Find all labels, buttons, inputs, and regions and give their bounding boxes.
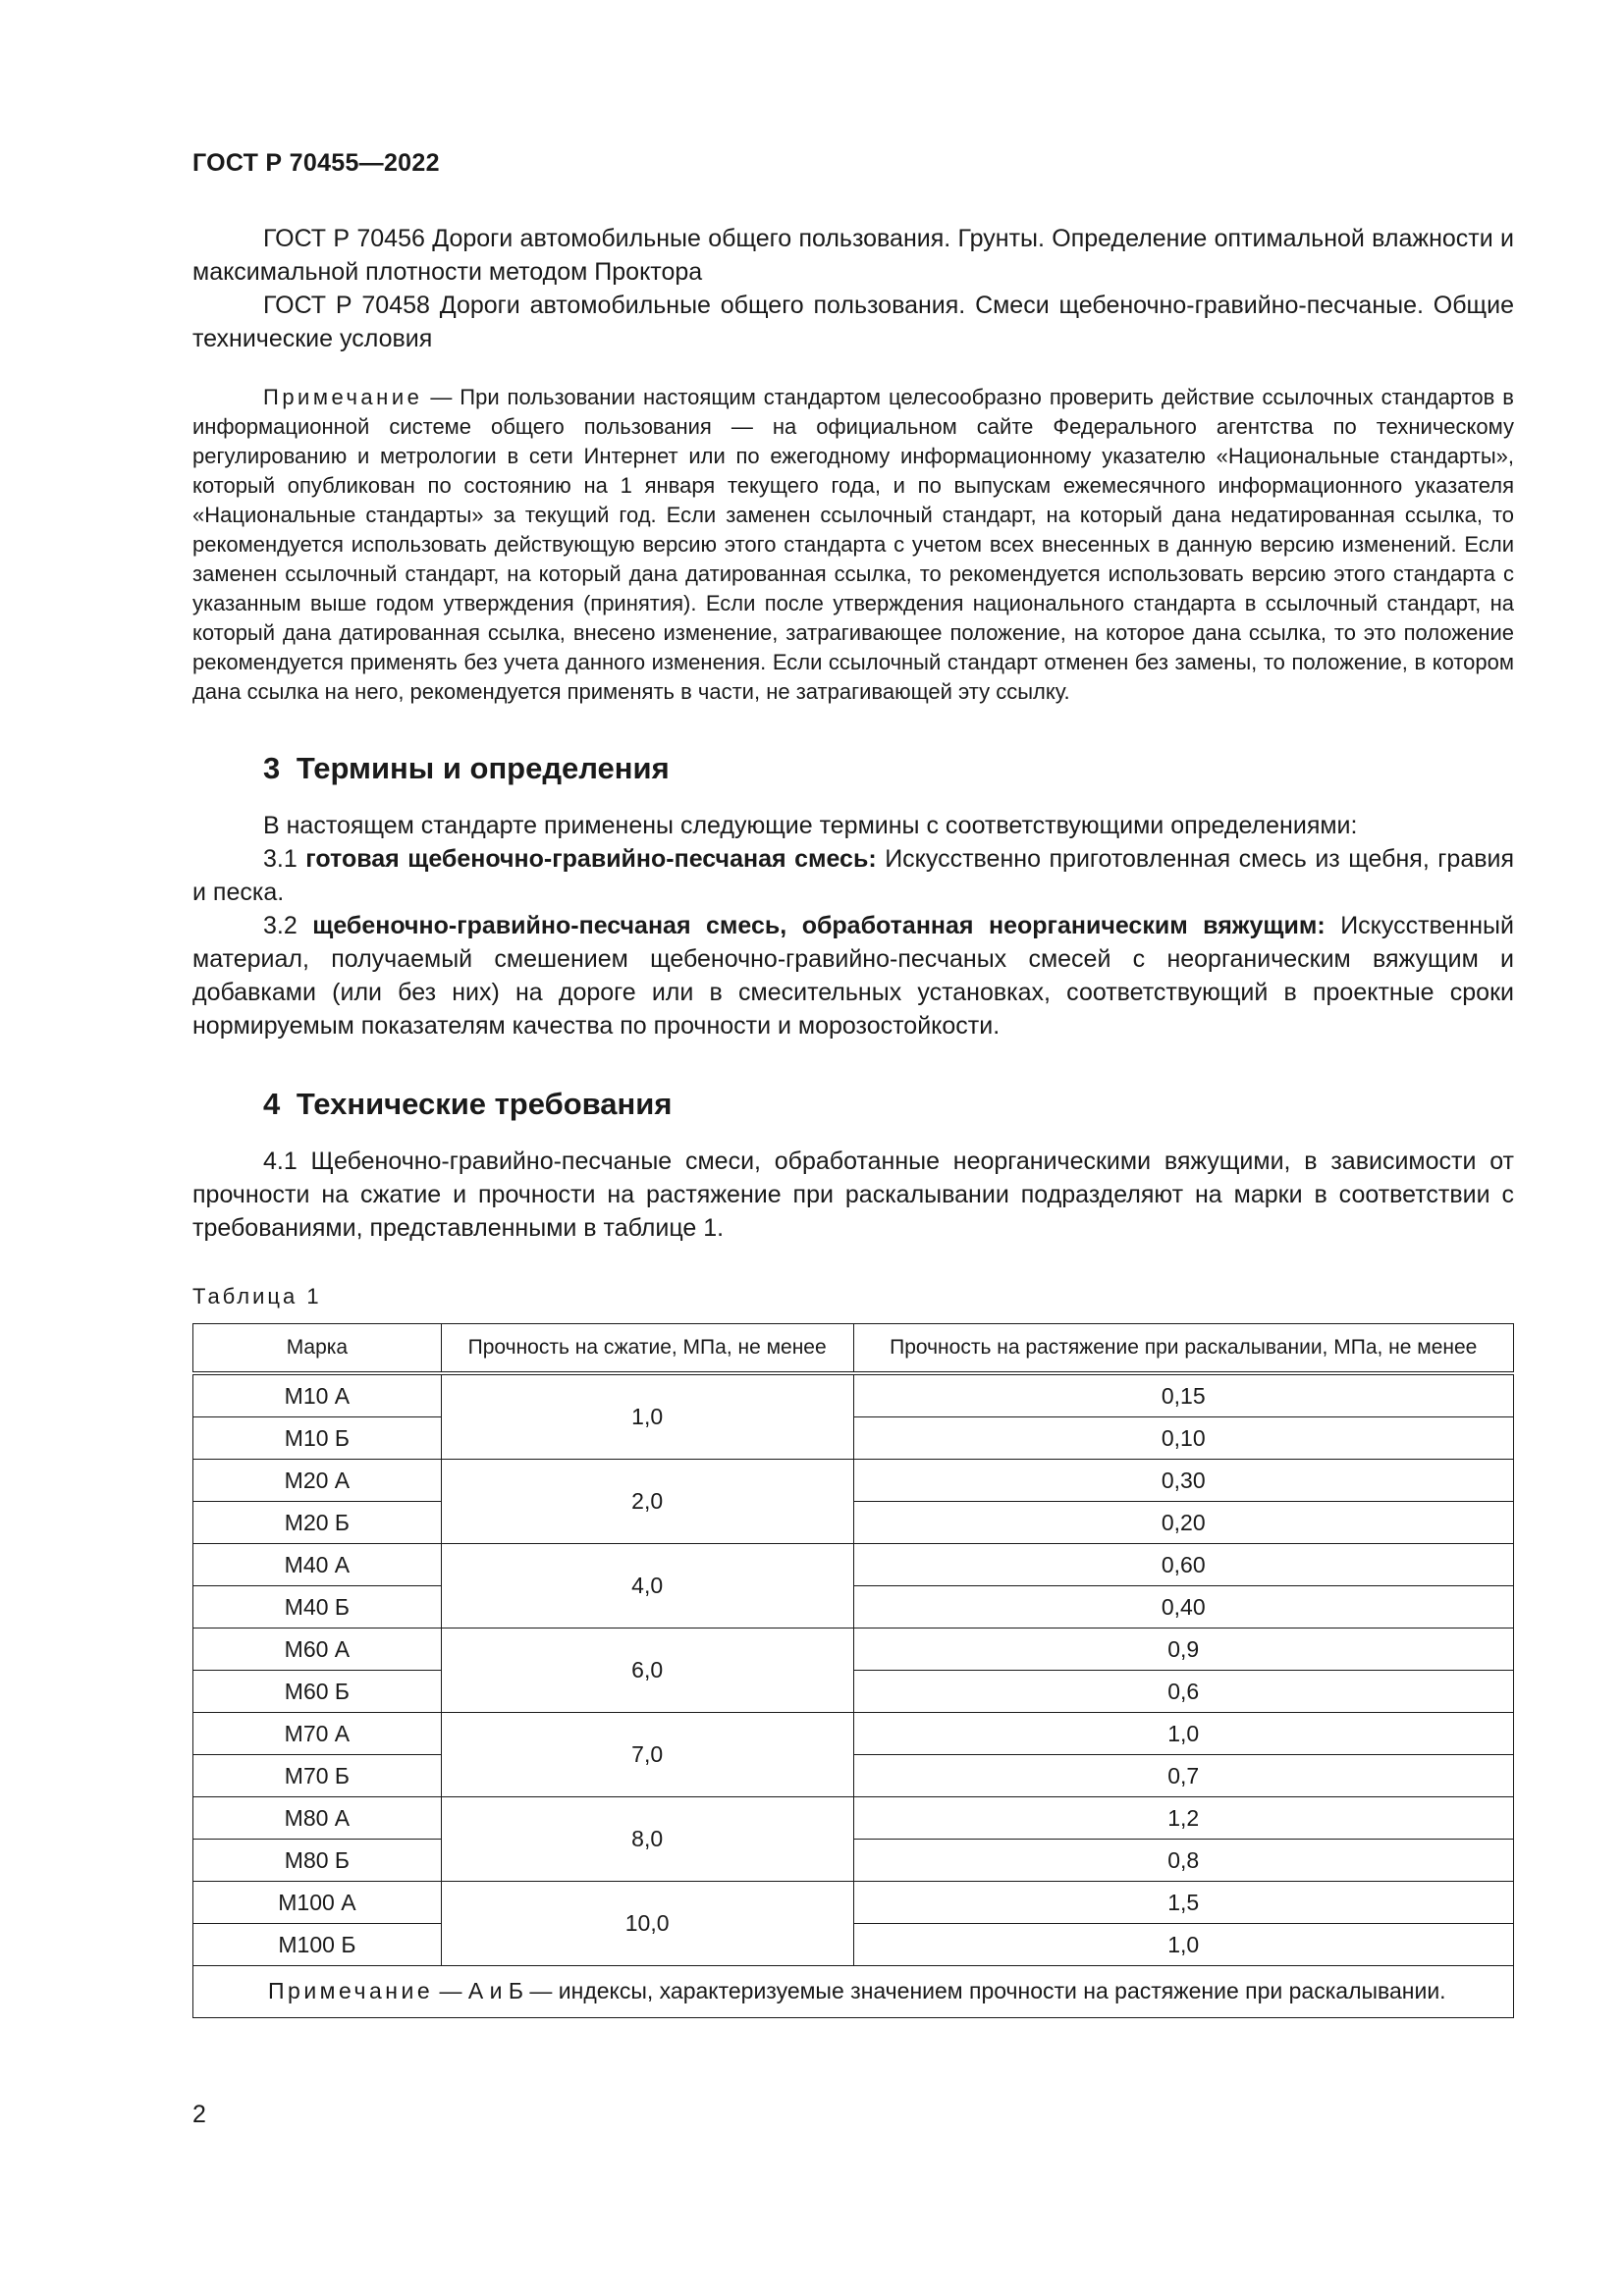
grade-cell: М100 А bbox=[193, 1882, 442, 1924]
tension-cell: 0,9 bbox=[853, 1629, 1514, 1671]
tension-cell: 0,6 bbox=[853, 1671, 1514, 1713]
section-number: 3 bbox=[263, 751, 281, 785]
compression-cell: 8,0 bbox=[441, 1797, 853, 1882]
table-row bbox=[193, 1882, 1514, 1924]
term-definition bbox=[192, 842, 1514, 909]
tension-cell: 0,7 bbox=[853, 1755, 1514, 1797]
table-row bbox=[193, 1373, 1514, 1417]
reference-code: ГОСТ Р 70456 bbox=[263, 225, 425, 252]
grade-cell: М60 А bbox=[193, 1629, 442, 1671]
grade-cell: М20 А bbox=[193, 1460, 442, 1502]
table-row bbox=[193, 1840, 1514, 1882]
table-note-text: — А и Б — индексы, характеризуемые значением прочности на растяжение при раскалывании. bbox=[439, 1978, 1446, 2003]
tension-cell: 0,60 bbox=[853, 1544, 1514, 1586]
table-row bbox=[193, 1797, 1514, 1840]
table-row bbox=[193, 1544, 1514, 1586]
term-number: 3.2 bbox=[263, 912, 298, 939]
reference-item bbox=[192, 289, 1514, 355]
table-caption: Таблица 1 bbox=[192, 1284, 322, 1308]
grade-cell: М10 Б bbox=[193, 1417, 442, 1460]
column-header-compression: Прочность на сжатие, МПа, не менее bbox=[441, 1324, 853, 1374]
table-row bbox=[193, 1460, 1514, 1502]
page-content bbox=[192, 222, 1514, 2018]
note-text: — При пользовании настоящим стандартом целесообразно проверить действие ссылочных стандартов в информационной системе общего пользования — на официальном сайте Федерального агентства по техническому регулированию и метрологии в сети Интернет или по ежегодному информационному указателю «Национальные стандарты», который опубликован по состоянию на 1 января текущего года, и по выпускам ежемесячного информационного указателя «Национальные стандарты» за текущий год. Если заменен ссылочный стандарт, на который дана недатированная ссылка, то рекомендуется использовать действующую версию этого стандарта с учетом всех внесенных в данную версию изменений. Если заменен ссылочный стандарт, на который дана датированная ссылка, то рекомендуется использовать версию этого стандарта с указанным выше годом утверждения (принятия). Если после утверждения национального стандарта в ссылочный стандарт, на который дана датированная ссылка, внесено изменение, затрагивающее положение, на которое дана ссылка, то это положение рекомендуется применять без учета данного изменения. Если ссылочный стандарт отменен без замены, то положение, в котором дана ссылка на него, рекомендуется применять в части, не затрагивающей эту ссылку. bbox=[192, 385, 1514, 704]
reference-item bbox=[192, 222, 1514, 289]
grade-cell: М70 А bbox=[193, 1713, 442, 1755]
tension-cell: 0,8 bbox=[853, 1840, 1514, 1882]
grade-cell: М20 Б bbox=[193, 1502, 442, 1544]
section-3-intro: В настоящем стандарте применены следующие термины с соответствующими определениями: bbox=[263, 812, 1358, 839]
grade-cell: М80 Б bbox=[193, 1840, 442, 1882]
table-note-row bbox=[193, 1966, 1514, 2018]
grade-cell: М60 Б bbox=[193, 1671, 442, 1713]
compression-cell: 6,0 bbox=[441, 1629, 853, 1713]
table-row bbox=[193, 1417, 1514, 1460]
term-name: щебеночно-гравийно-песчаная смесь, обработанная неорганическим вяжущим: bbox=[312, 912, 1326, 939]
paragraph-4-1: 4.1 Щебеночно-гравийно-песчаные смеси, обработанные неорганическими вяжущими, в зависимости от прочности на сжатие и прочности на растяжение при раскалывании подразделяют на марки в соответствии с требованиями, представленными в таблице 1. bbox=[192, 1148, 1514, 1242]
table-row bbox=[193, 1629, 1514, 1671]
grades-table bbox=[192, 1323, 1514, 2018]
table-row bbox=[193, 1671, 1514, 1713]
grade-cell: М40 Б bbox=[193, 1586, 442, 1629]
term-text: Искусственно приготовленная смесь из щебня, гравия и песка. bbox=[192, 845, 1515, 906]
tension-cell: 1,0 bbox=[853, 1924, 1514, 1966]
table-body bbox=[193, 1373, 1514, 1966]
references-note bbox=[192, 383, 1514, 707]
section-3-heading bbox=[263, 750, 1514, 787]
term-number: 3.1 bbox=[263, 845, 298, 873]
table-note-label: Примечание bbox=[268, 1978, 434, 2003]
tension-cell: 0,30 bbox=[853, 1460, 1514, 1502]
table-header-row bbox=[193, 1324, 1514, 1374]
grade-cell: М80 А bbox=[193, 1797, 442, 1840]
table-row bbox=[193, 1586, 1514, 1629]
section-title: Термины и определения bbox=[296, 751, 670, 785]
tension-cell: 1,0 bbox=[853, 1713, 1514, 1755]
tension-cell: 0,10 bbox=[853, 1417, 1514, 1460]
table-row bbox=[193, 1924, 1514, 1966]
reference-text: Дороги автомобильные общего пользования. Грунты. Определение оптимальной влажности и максимальной плотности методом Проктора bbox=[192, 225, 1515, 286]
compression-cell: 1,0 bbox=[441, 1373, 853, 1460]
term-name: готовая щебеночно-гравийно-песчаная смесь: bbox=[305, 845, 877, 873]
column-header-grade: Марка bbox=[193, 1324, 442, 1374]
section-title: Технические требования bbox=[296, 1087, 673, 1121]
grade-cell: М70 Б bbox=[193, 1755, 442, 1797]
grade-cell: М100 Б bbox=[193, 1924, 442, 1966]
grade-cell: М10 А bbox=[193, 1373, 442, 1417]
grade-cell: М40 А bbox=[193, 1544, 442, 1586]
compression-cell: 2,0 bbox=[441, 1460, 853, 1544]
section-4-heading bbox=[263, 1086, 1514, 1123]
tension-cell: 1,5 bbox=[853, 1882, 1514, 1924]
reference-code: ГОСТ Р 70458 bbox=[263, 292, 430, 319]
tension-cell: 0,15 bbox=[853, 1373, 1514, 1417]
note-label: Примечание bbox=[263, 385, 423, 409]
table-row bbox=[193, 1502, 1514, 1544]
table-row bbox=[193, 1713, 1514, 1755]
table-row bbox=[193, 1755, 1514, 1797]
page-number: 2 bbox=[192, 2101, 206, 2128]
tension-cell: 0,40 bbox=[853, 1586, 1514, 1629]
term-text: Искусственный материал, получаемый смешением щебеночно-гравийно-песчаных смесей с неорганическим вяжущим и добавками (или без них) на дороге или в смесительных установках, соответствующий в проектные сроки нормируемым показателям качества по прочности и морозостойкости. bbox=[192, 912, 1514, 1040]
document-header: ГОСТ Р 70455—2022 bbox=[192, 149, 440, 177]
compression-cell: 10,0 bbox=[441, 1882, 853, 1966]
compression-cell: 7,0 bbox=[441, 1713, 853, 1797]
tension-cell: 1,2 bbox=[853, 1797, 1514, 1840]
section-number: 4 bbox=[263, 1087, 281, 1121]
term-definition bbox=[192, 909, 1514, 1042]
tension-cell: 0,20 bbox=[853, 1502, 1514, 1544]
table-note bbox=[193, 1966, 1514, 2018]
compression-cell: 4,0 bbox=[441, 1544, 853, 1629]
reference-text: Дороги автомобильные общего пользования. Смеси щебеночно-гравийно-песчаные. Общие технические условия bbox=[192, 292, 1514, 352]
column-header-tension: Прочность на растяжение при раскалывании, МПа, не менее bbox=[853, 1324, 1514, 1374]
